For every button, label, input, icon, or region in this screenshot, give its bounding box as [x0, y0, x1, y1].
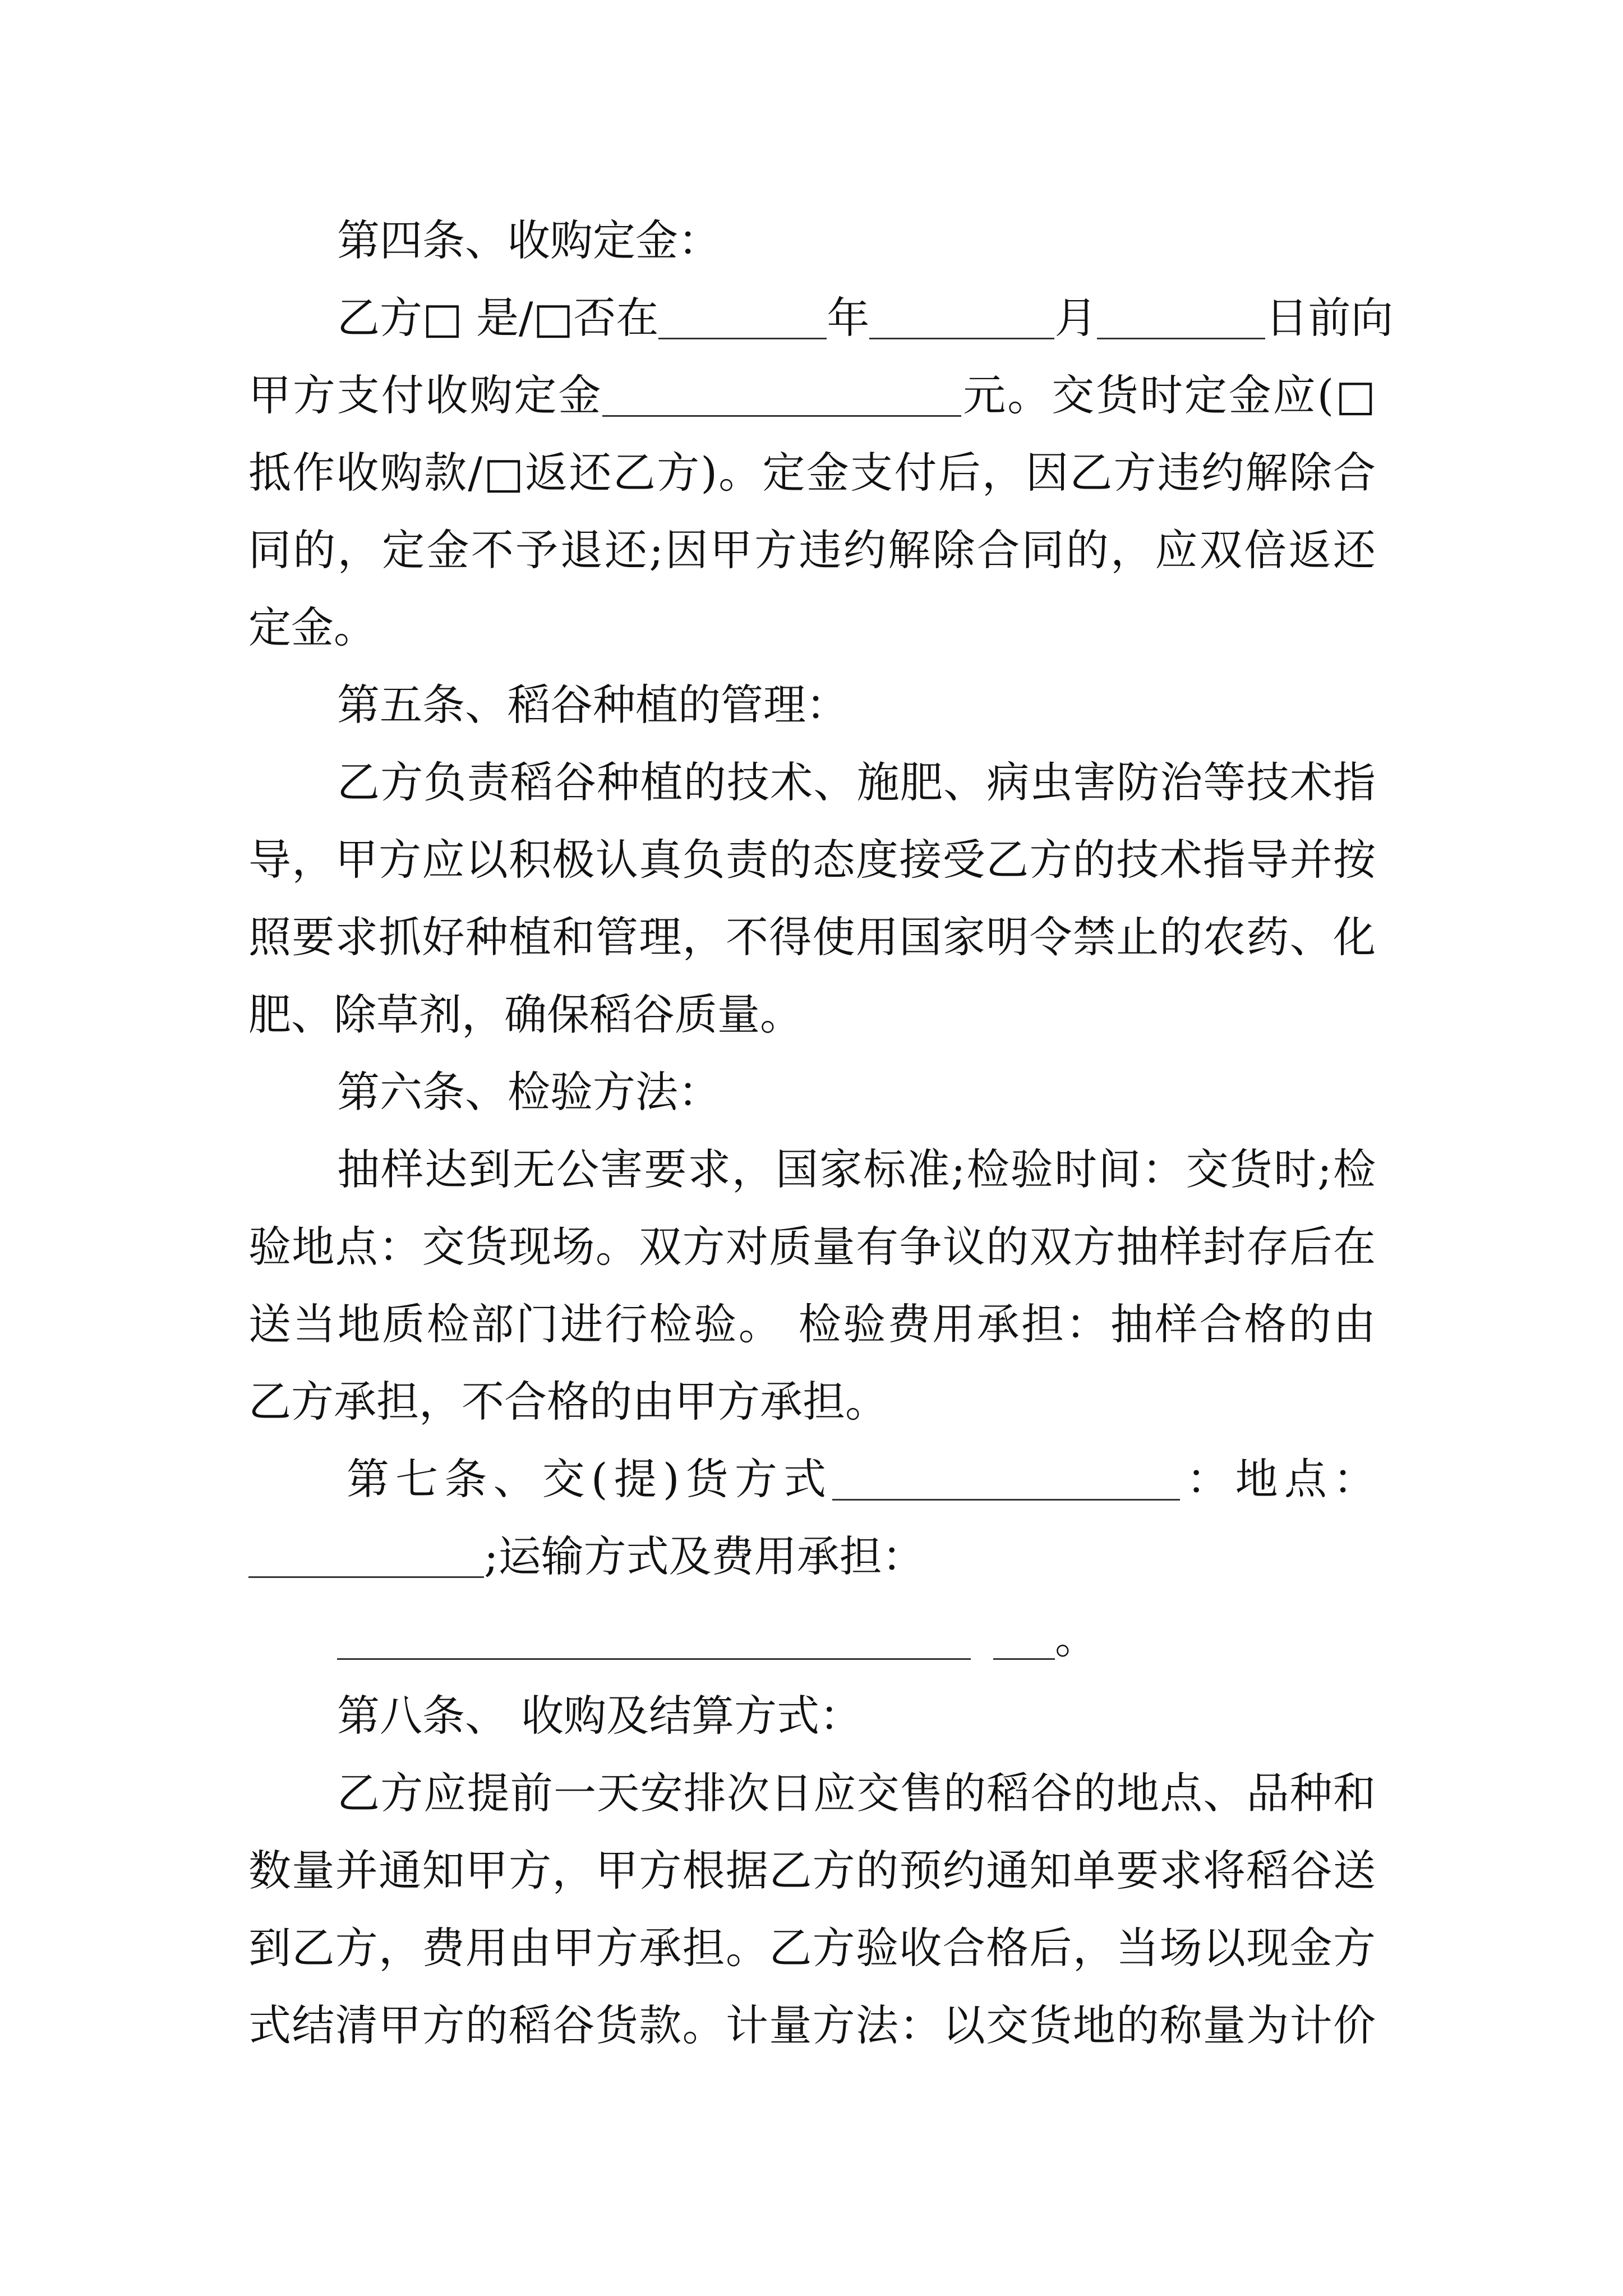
article-4-text-4: 同的，定金不予退还;因甲方违约解除合同的，应双倍返还 — [248, 525, 1376, 575]
month-blank — [869, 298, 1054, 339]
article-5-line-1 — [248, 744, 1376, 821]
article-8-title-text: 第八条、 收购及结算方式： — [337, 1691, 863, 1741]
article-4-line-2 — [248, 357, 1376, 434]
article-5-line-4 — [248, 976, 1376, 1053]
article-4-line-5 — [248, 589, 1376, 666]
article-8-text-4: 式结清甲方的稻谷货款。计量方法：以交货地的称量为计价 — [248, 2000, 1376, 2050]
deposit-choice-text: 乙方□ 是/□否在 — [337, 293, 659, 343]
article-5-text-4: 肥、除草剂，确保稻谷质量。 — [248, 990, 803, 1039]
article-8-line-4 — [248, 1987, 1376, 2064]
article-5-text-1: 乙方负责稻谷种植的技术、施肥、病虫害防治等技术指 — [337, 757, 1376, 807]
deposit-amount-label: 甲方支付收购定金 — [248, 370, 603, 420]
article-4-line-4 — [248, 512, 1376, 589]
transport-cost-blank-2 — [993, 1619, 1055, 1660]
article-6-title-text: 第六条、检验方法： — [337, 1067, 721, 1117]
deposit-amount-blank — [602, 376, 961, 417]
deposit-treatment-text: 元。交货时定金应(□ — [961, 370, 1376, 420]
article-8-line-3 — [248, 1910, 1376, 1987]
year-label: 年 — [827, 293, 870, 343]
article-5-text-3: 照要求抓好种植和管理，不得使用国家明令禁止的农药、化 — [248, 912, 1376, 962]
article-4-line-1 — [248, 279, 1394, 357]
month-label: 月 — [1054, 293, 1098, 343]
article-4-text-3: 抵作收购款/□返还乙方)。定金支付后，因乙方违约解除合 — [248, 448, 1376, 498]
article-4-line-3 — [248, 434, 1376, 512]
article-4-text-5: 定金。 — [248, 602, 376, 652]
location-label: ：地点： — [1180, 1454, 1376, 1504]
transport-cost-blank-1 — [337, 1619, 971, 1660]
article-4-title — [248, 202, 1376, 279]
article-8-title — [248, 1677, 1376, 1755]
delivery-method-label: 第七条、交(提)货方式 — [347, 1454, 833, 1504]
article-6-line-3 — [248, 1286, 1376, 1363]
article-6-line-1 — [248, 1131, 1376, 1208]
article-7-line-1 — [248, 1441, 1376, 1518]
article-6-text-3: 送当地质检部门进行检验。 检验费用承担：抽样合格的由 — [248, 1299, 1376, 1349]
article-6-text-2: 验地点：交货现场。双方对质量有争议的双方抽样封存后在 — [248, 1222, 1376, 1272]
delivery-method-blank — [832, 1460, 1180, 1501]
article-6-text-1: 抽样达到无公害要求，国家标准;检验时间：交货时;检 — [337, 1144, 1376, 1194]
article-8-text-1: 乙方应提前一天安排次日应交售的稻谷的地点、品种和 — [337, 1768, 1376, 1818]
article-8-text-3: 到乙方，费用由甲方承担。乙方验收合格后，当场以现金方 — [248, 1923, 1376, 1973]
article-5-title — [248, 666, 1376, 744]
article-7-line-3 — [248, 1600, 1376, 1677]
article-6-line-2 — [248, 1208, 1376, 1286]
transport-cost-label: ;运输方式及费用承担： — [484, 1531, 925, 1581]
article-6-text-4: 乙方承担，不合格的由甲方承担。 — [248, 1377, 888, 1427]
article-6-line-4 — [248, 1363, 1376, 1441]
article-5-line-3 — [248, 899, 1376, 976]
article-8-line-1 — [248, 1755, 1376, 1832]
article-5-text-2: 导，甲方应以积极认真负责的态度接受乙方的技术指导并按 — [248, 835, 1376, 885]
year-blank — [658, 298, 827, 339]
article-7-end-mark: 。 — [1055, 1613, 1098, 1663]
article-4-title-text: 第四条、收购定金： — [337, 215, 721, 265]
article-8-line-2 — [248, 1832, 1376, 1910]
location-blank — [248, 1537, 484, 1578]
article-6-title — [248, 1053, 1376, 1131]
article-8-text-2: 数量并通知甲方，甲方根据乙方的预约通知单要求将稻谷送 — [248, 1846, 1376, 1895]
article-7-line-2 — [248, 1518, 1376, 1595]
article-5-title-text: 第五条、稻谷种植的管理： — [337, 680, 849, 730]
day-blank — [1097, 298, 1265, 339]
day-label: 日前向 — [1265, 293, 1394, 343]
contract-body — [248, 202, 1394, 2064]
article-5-line-2 — [248, 821, 1376, 899]
